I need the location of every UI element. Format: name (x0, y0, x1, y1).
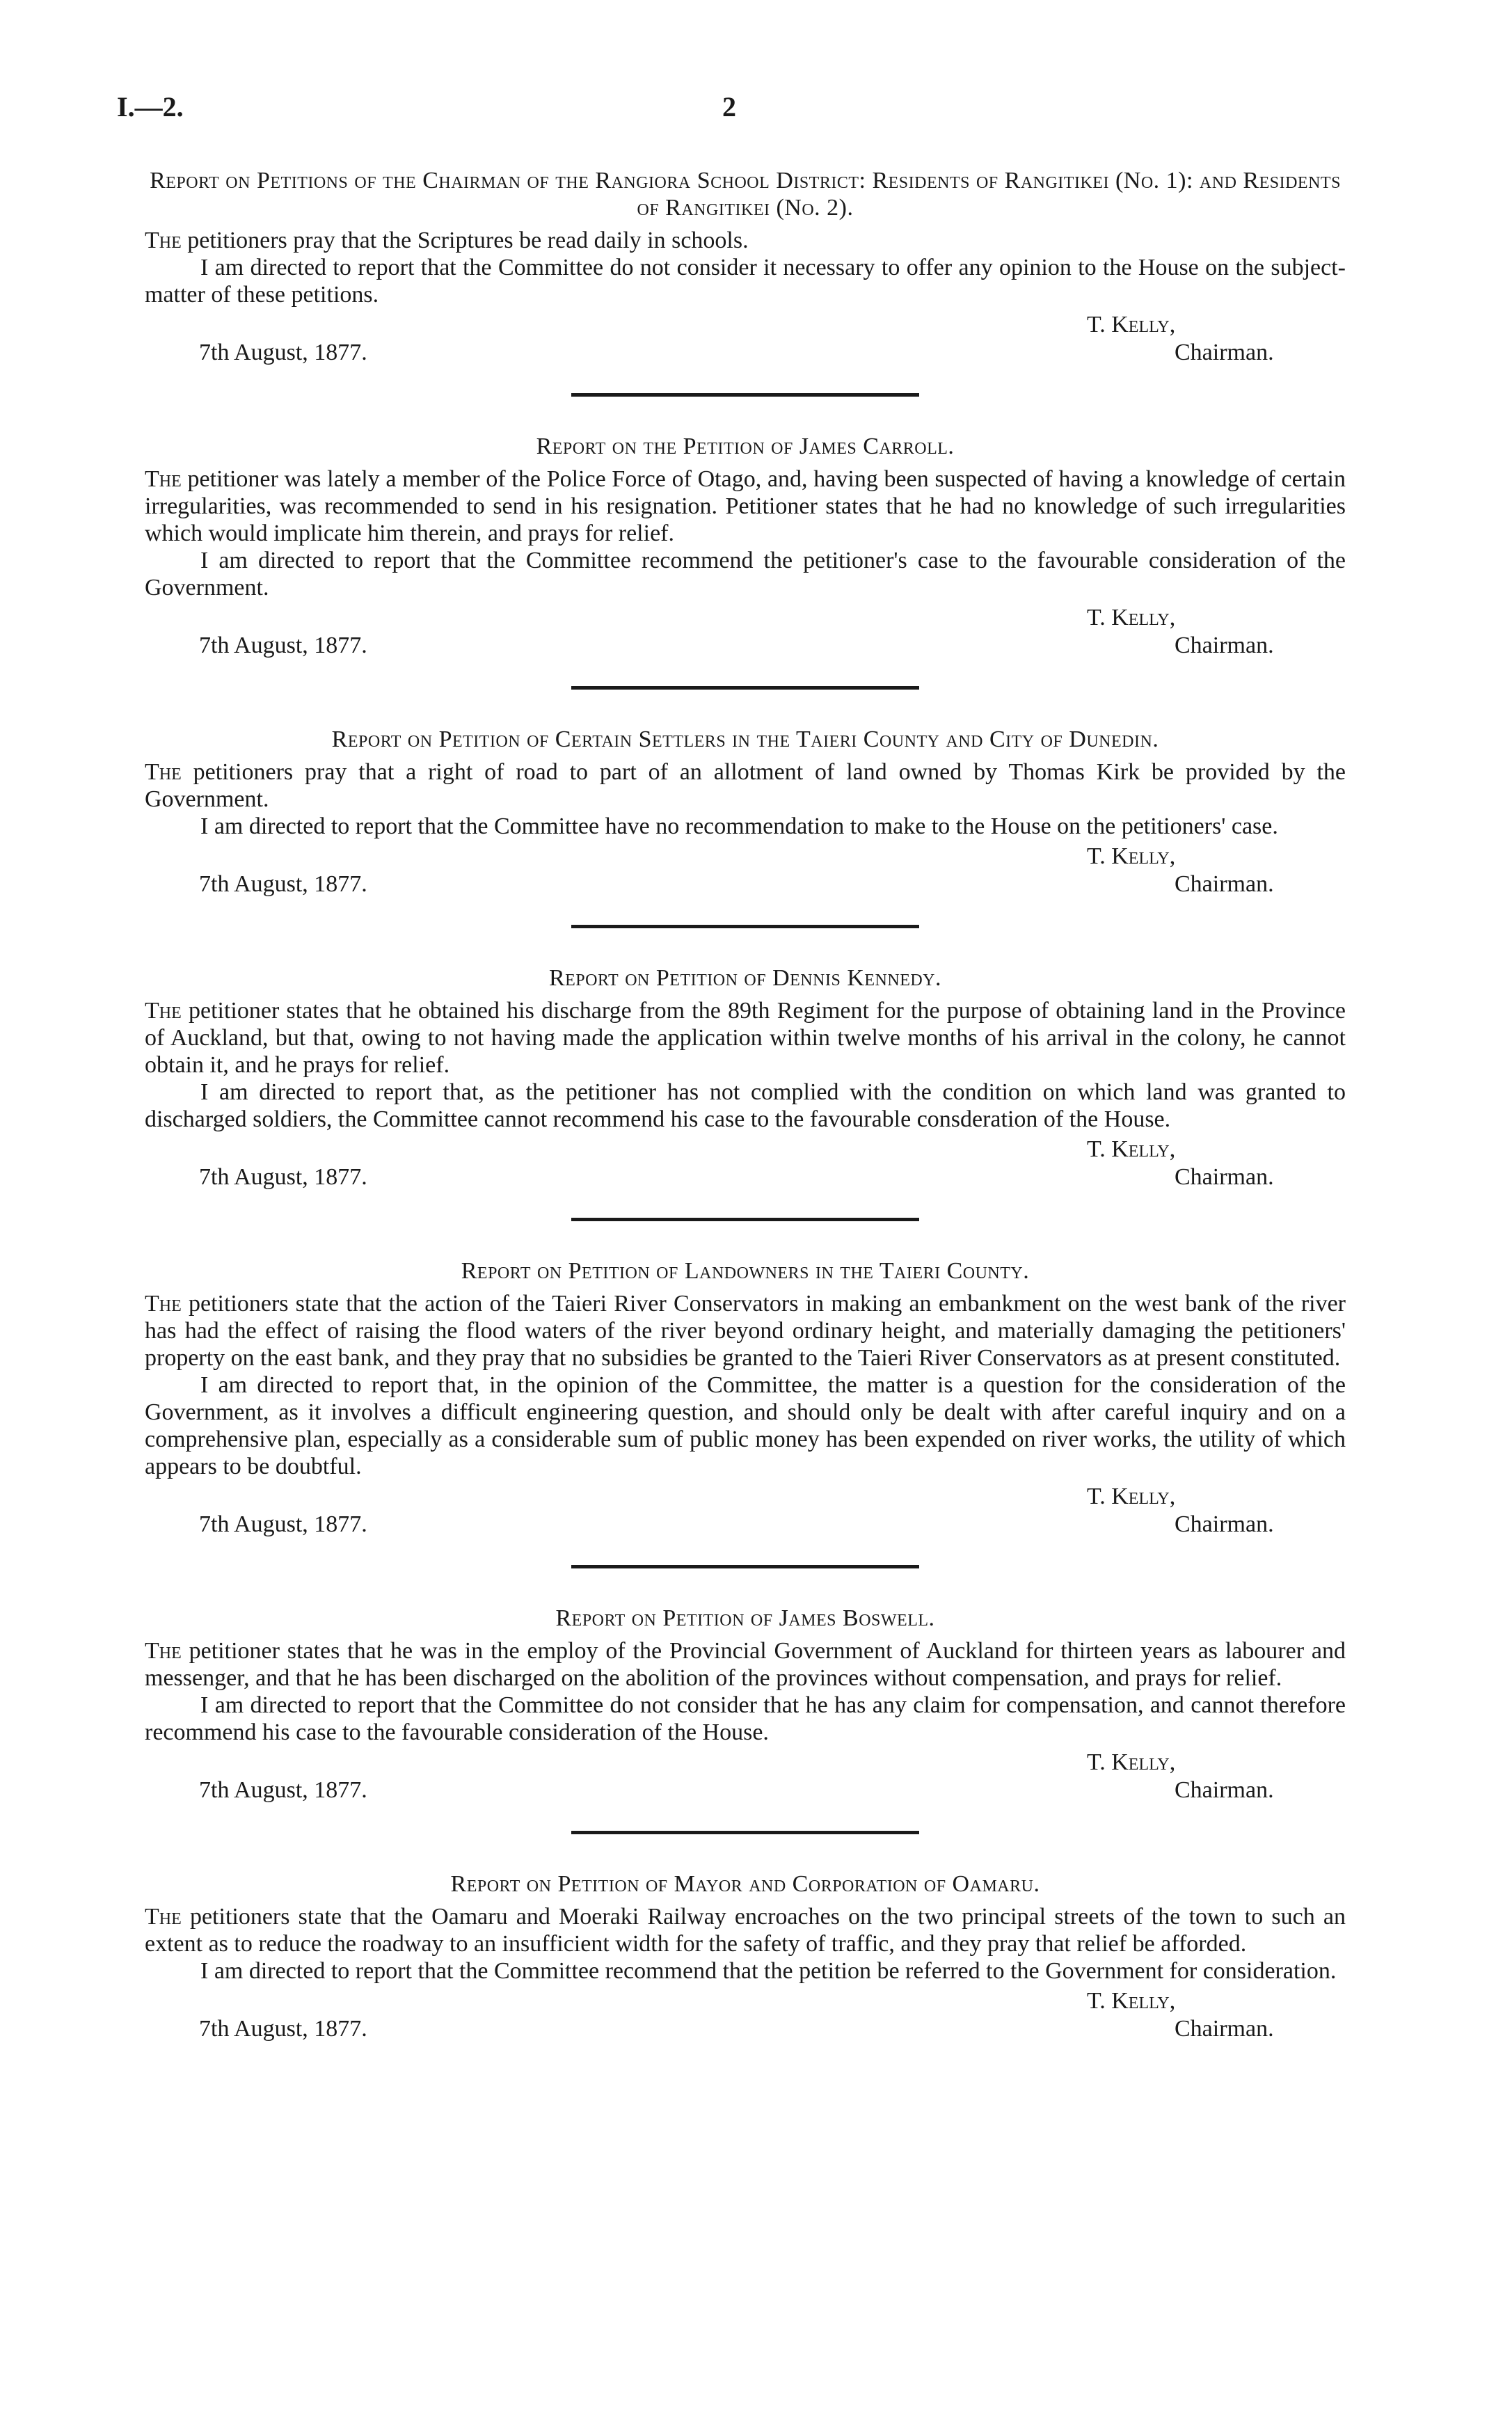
petition-text: petitioner was lately a member of the Police Force of Otago, and, having been suspected of having a knowledge of certain irregularities, was recommended to send in his resignation. Petitioner states that he had no knowledge of such irregularities which would implicate him therein, and prays for relief. (145, 466, 1346, 546)
report-section (145, 167, 1346, 397)
petition-paragraph (145, 997, 1346, 1079)
signature-block (145, 604, 1346, 660)
petition-paragraph (145, 758, 1346, 813)
report-title: Report on the Petition of James Carroll. (536, 434, 955, 459)
committee-paragraph: I am directed to report that, as the petitioner has not complied with the condition on which land was granted to discharged soldiers, the Committee cannot recommend his case to the favourable consderation of the House. (145, 1079, 1346, 1132)
signatory-name: T. Kelly, (1087, 1749, 1176, 1775)
report-date: 7th August, 1877. (199, 1511, 367, 1537)
signatory-role: Chairman. (1175, 871, 1274, 897)
signature-block (145, 1136, 1346, 1191)
committee-paragraph: I am directed to report that, in the opinion of the Committee, the matter is a question for the consideration of the Government, as it involves a difficult engineering question, and should only be dealt with after careful inquiry and on a comprehensive plan, especially as a considerable sum of public money has been expended on river works, the utility of which appears to be doubtful. (145, 1372, 1346, 1479)
signature-block (145, 1987, 1346, 2043)
section-divider (571, 1565, 919, 1568)
signatory-role: Chairman. (1175, 1777, 1274, 1803)
petition-text: petitioner states that he was in the employ of the Provincial Government of Auckland for thirteen years as labourer and messenger, and that he has been discharged on the abolition of the provinces without compensation, and prays for relief. (145, 1638, 1346, 1691)
lead-word: The (145, 759, 182, 785)
signatory-role: Chairman. (1175, 2016, 1274, 2042)
petition-paragraph (145, 227, 1346, 254)
petition-paragraph (145, 1637, 1346, 1692)
report-date: 7th August, 1877. (199, 633, 367, 658)
signatory-role: Chairman. (1175, 1164, 1274, 1190)
report-section (145, 1870, 1346, 2043)
signatory-name: T. Kelly, (1087, 843, 1176, 869)
report-section (145, 433, 1346, 690)
page-number: 2 (722, 91, 736, 122)
section-divider (571, 1831, 919, 1834)
report-date: 7th August, 1877. (199, 871, 367, 897)
lead-word: The (145, 1904, 182, 1930)
report-date: 7th August, 1877. (199, 2016, 367, 2042)
signature-block (145, 1483, 1346, 1539)
lead-word: The (145, 228, 182, 253)
signatory-name: T. Kelly, (1087, 312, 1176, 337)
lead-word: The (145, 1638, 182, 1664)
petition-text: petitioners state that the Oamaru and Moeraki Railway encroaches on the two principal streets of the town to such an extent as to reduce the roadway to an insufficient width for the safety of traffic, and they pray that relief be afforded. (145, 1904, 1346, 1957)
report-section (145, 1605, 1346, 1834)
signature-block (145, 843, 1346, 898)
report-section (145, 726, 1346, 928)
report-title: Report on Petition of Dennis Kennedy. (548, 965, 942, 991)
petition-text: petitioner states that he obtained his discharge from the 89th Regiment for the purpose of obtaining land in the Province of Auckland, but that, owing to not having made the application within twelve months of his arrival in the colony, he cannot obtain it, and he prays for relief. (145, 998, 1346, 1078)
report-section (145, 1257, 1346, 1568)
report-section (145, 964, 1346, 1221)
report-date: 7th August, 1877. (199, 1777, 367, 1803)
committee-paragraph: I am directed to report that the Committee recommend that the petition be referred to the Government for consideration. (200, 1958, 1337, 1984)
petition-paragraph (145, 1290, 1346, 1372)
document-reference: I.—2. (117, 91, 184, 122)
petition-text: petitioners pray that a right of road to part of an allotment of land owned by Thomas Kirk be provided by the Government. (145, 759, 1346, 812)
report-date: 7th August, 1877. (199, 1164, 367, 1190)
petition-text: petitioners pray that the Scriptures be read daily in schools. (187, 228, 749, 253)
lead-word: The (145, 466, 182, 492)
report-title: Report on Petition of Mayor and Corporation of Oamaru. (450, 1871, 1040, 1897)
committee-paragraph: I am directed to report that the Committee do not consider it necessary to offer any opinion to the House on the subject-matter of these petitions. (145, 255, 1346, 308)
section-divider (571, 686, 919, 690)
report-date: 7th August, 1877. (199, 340, 367, 365)
signatory-role: Chairman. (1175, 340, 1274, 365)
petition-paragraph (145, 1903, 1346, 1957)
report-title: Report on Petitions of the Chairman of the Rangiora School District: Residents of Rangitikei (No. 1): and Residents of Rangitikei (No. 2). (150, 168, 1341, 221)
petition-paragraph (145, 466, 1346, 547)
signatory-name: T. Kelly, (1087, 1136, 1176, 1162)
signatory-name: T. Kelly, (1087, 1484, 1176, 1509)
petition-text: petitioners state that the action of the Taieri River Conservators in making an embankment on the west bank of the river has had the effect of raising the flood waters of the river beyond ordinary height, and materially damaging the petitioners' property on the east bank, and they pray that no subsidies be granted to the Taieri River Conservators as at present constituted. (145, 1291, 1346, 1371)
signatory-role: Chairman. (1175, 1511, 1274, 1537)
report-title: Report on Petition of Certain Settlers in the Taieri County and City of Dunedin. (331, 726, 1159, 752)
page-header (117, 90, 1390, 132)
section-divider (571, 925, 919, 928)
signatory-name: T. Kelly, (1087, 1988, 1176, 2014)
lead-word: The (145, 998, 182, 1024)
signature-block (145, 311, 1346, 367)
signature-block (145, 1749, 1346, 1804)
report-body (145, 167, 1346, 2043)
report-title: Report on Petition of Landowners in the Taieri County. (461, 1258, 1030, 1284)
signatory-role: Chairman. (1175, 633, 1274, 658)
committee-paragraph: I am directed to report that the Committee recommend the petitioner's case to the favourable consideration of the Government. (145, 548, 1346, 601)
section-divider (571, 393, 919, 397)
committee-paragraph: I am directed to report that the Committee do not consider that he has any claim for compensation, and cannot therefore recommend his case to the favourable consideration of the House. (145, 1692, 1346, 1745)
signatory-name: T. Kelly, (1087, 605, 1176, 630)
committee-paragraph: I am directed to report that the Committee have no recommendation to make to the House on the petitioners' case. (200, 813, 1278, 839)
section-divider (571, 1218, 919, 1221)
report-title: Report on Petition of James Boswell. (555, 1605, 935, 1631)
lead-word: The (145, 1291, 182, 1317)
